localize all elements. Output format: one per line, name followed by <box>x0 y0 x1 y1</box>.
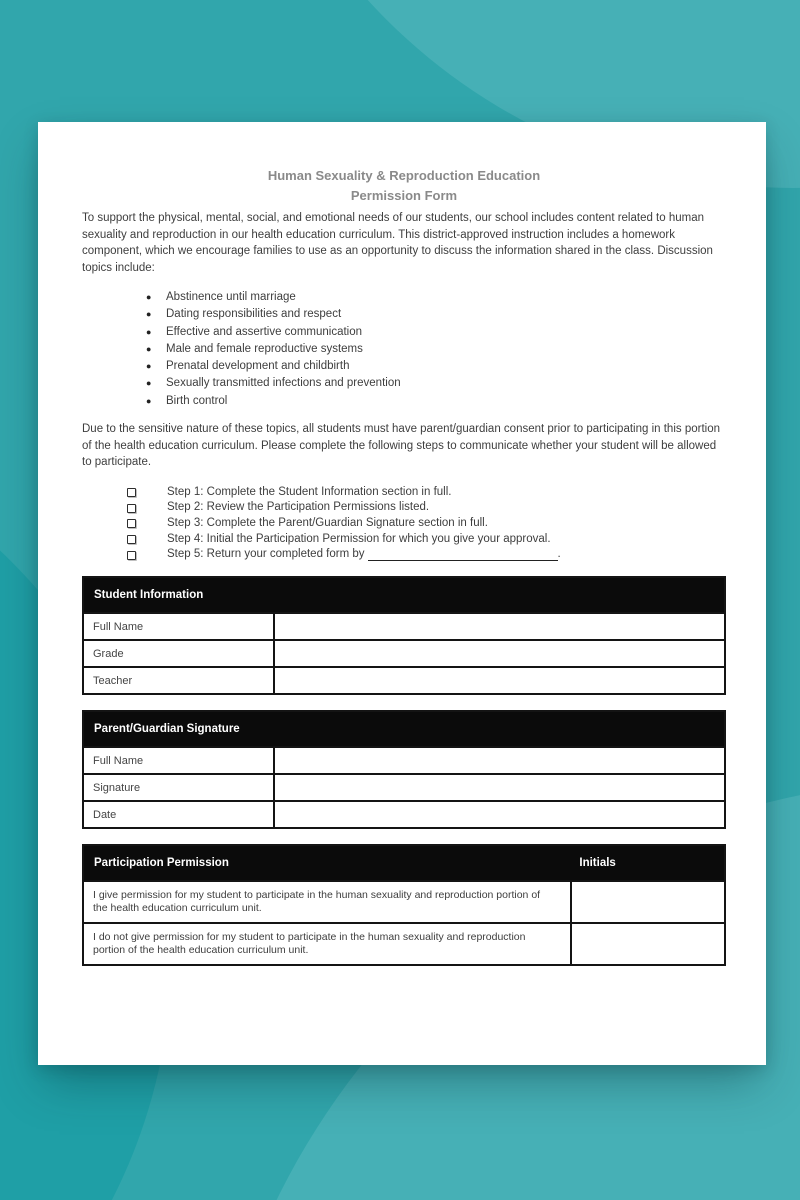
permission-form-page <box>38 122 766 1065</box>
give-permission-initials-field[interactable] <box>570 882 724 922</box>
list-item <box>82 393 726 410</box>
table-row <box>84 800 724 827</box>
participation-permission-title: Participation Permission <box>94 857 229 870</box>
step-period: . <box>557 548 561 561</box>
list-item <box>82 532 726 548</box>
step-label: Step 4: Initial the Participation Permission for which you give your approval. <box>167 532 551 545</box>
grade-label: Grade <box>93 647 124 660</box>
steps-list <box>82 485 726 564</box>
return-date-blank-field[interactable] <box>368 550 558 561</box>
date-field[interactable] <box>273 802 724 827</box>
list-item <box>82 500 726 516</box>
bullet-icon: ● <box>146 326 152 337</box>
topic-label: Sexually transmitted infections and prevention <box>166 377 401 390</box>
parent-guardian-signature-header: Parent/Guardian Signature <box>84 712 724 746</box>
list-item <box>82 341 726 358</box>
initials-column-header: Initials <box>579 857 616 870</box>
teacher-label: Teacher <box>93 674 133 687</box>
step-label: Step 5: Return your completed form by <box>167 548 365 561</box>
table-row <box>84 612 724 639</box>
give-permission-statement: I give permission for my student to participate in the human sexuality and reproduction portion of the health education curriculum unit. <box>93 888 541 915</box>
student-information-header: Student Information <box>84 578 724 612</box>
form-title-line1: Human Sexuality & Reproduction Education <box>267 168 541 183</box>
topic-label: Effective and assertive communication <box>166 325 363 338</box>
student-full-name-field[interactable] <box>273 614 724 639</box>
table-row <box>84 639 724 666</box>
table-row <box>84 746 724 773</box>
list-item <box>82 306 726 323</box>
teacher-field[interactable] <box>273 668 724 693</box>
list-item <box>82 516 726 532</box>
topic-label: Dating responsibilities and respect <box>166 308 342 321</box>
checkbox-icon <box>127 519 136 528</box>
bullet-icon: ● <box>146 361 152 372</box>
bullet-icon: ● <box>146 309 152 320</box>
bullet-icon: ● <box>146 343 152 354</box>
list-item <box>82 547 726 563</box>
deny-permission-statement: I do not give permission for my student to participate in the human sexuality and reproduction portion of the health education curriculum unit. <box>93 930 526 957</box>
discussion-topics-list <box>82 289 726 410</box>
bullet-icon: ● <box>146 292 152 302</box>
parent-full-name-field[interactable] <box>273 748 724 773</box>
table-row <box>84 666 724 693</box>
list-item <box>82 358 726 375</box>
list-item <box>82 485 726 501</box>
date-label: Date <box>93 808 117 821</box>
form-title-line2: Permission Form <box>350 188 458 203</box>
bullet-icon: ● <box>146 378 152 389</box>
consent-paragraph: Due to the sensitive nature of these topics, all students must have parent/guardian consent prior to participating in this portion of the health education curriculum. Please complete the following steps to communicate whether your student will be allowed to participate. <box>82 423 720 469</box>
checkbox-icon <box>127 551 136 560</box>
signature-field[interactable] <box>273 775 724 800</box>
topic-label: Birth control <box>166 394 228 407</box>
step-label: Step 1: Complete the Student Information section in full. <box>167 485 452 498</box>
student-information-table <box>82 576 726 695</box>
topic-label: Prenatal development and childbirth <box>166 360 350 373</box>
list-item <box>82 289 726 306</box>
table-row <box>84 773 724 800</box>
table-row <box>84 922 724 964</box>
list-item <box>82 324 726 341</box>
bullet-icon: ● <box>146 395 152 406</box>
topic-label: Male and female reproductive systems <box>166 342 363 355</box>
signature-label: Signature <box>93 781 141 794</box>
list-item <box>82 375 726 392</box>
participation-permission-header <box>84 846 724 880</box>
checkbox-icon <box>127 535 136 544</box>
form-title <box>82 166 726 206</box>
topic-label: Abstinence until marriage <box>166 291 296 303</box>
intro-paragraph: To support the physical, mental, social, and emotional needs of our students, our school includes content related to human sexuality and reproduction in our health education curriculum. This district-approved instruction includes a homework component, which we encourage families to use as an opportunity to discuss the information shared in the class. Discussion topics include: <box>82 212 713 274</box>
deny-permission-initials-field[interactable] <box>570 924 724 964</box>
checkbox-icon <box>127 488 136 497</box>
step-label: Step 3: Complete the Parent/Guardian Signature section in full. <box>167 516 488 529</box>
table-row <box>84 880 724 922</box>
participation-permission-table <box>82 844 726 966</box>
step-label: Step 2: Review the Participation Permissions listed. <box>167 501 430 514</box>
full-name-label: Full Name <box>93 754 144 767</box>
grade-field[interactable] <box>273 641 724 666</box>
full-name-label: Full Name <box>93 620 144 633</box>
parent-guardian-signature-table <box>82 710 726 829</box>
checkbox-icon <box>127 504 136 513</box>
